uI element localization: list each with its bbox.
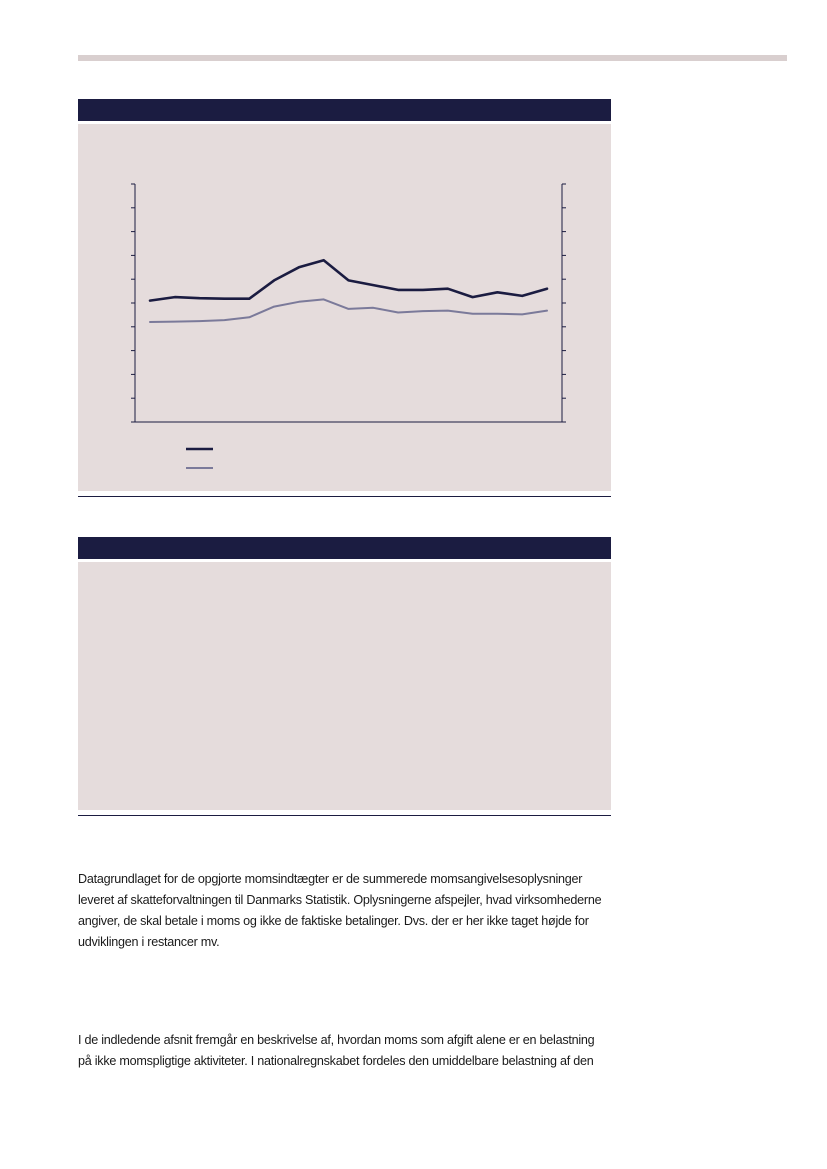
series-line-1: [150, 260, 547, 300]
figure-2-bottom-rule: [78, 815, 611, 816]
body-paragraph-2: I de indledende afsnit fremgår en beskrivelse af, hvordan moms som afgift alene er en belastning på ikke momspligtige aktiviteter. I nationalregnskabet fordeles den umiddelbare belastning af den: [78, 1033, 595, 1068]
series-line-2: [150, 299, 547, 322]
body-paragraph-1: Datagrundlaget for de opgjorte momsindtægter er de summerede momsangivelsesoplysninger leveret af skatteforvaltningen til Danmarks Statistik. Oplysningerne afspejler, hvad virksomhederne angiver, de skal betale i moms og ikke de faktiske betalinger. Dvs. der er her ikke taget højde for udviklingen i restancer mv.: [78, 872, 602, 949]
figure-2-panel: [78, 562, 611, 810]
figure-2-header-bar: [78, 537, 611, 559]
